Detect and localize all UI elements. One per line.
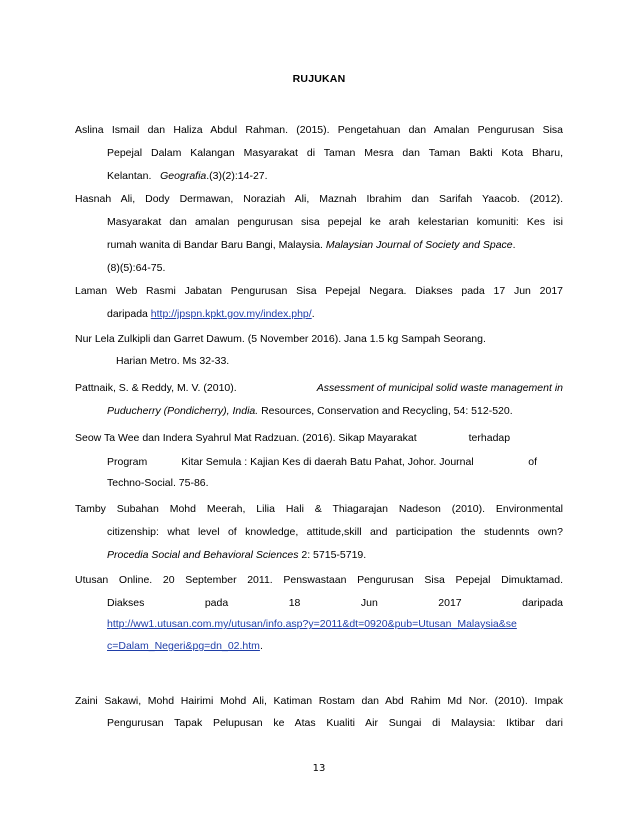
ref-tamby-line-1: Tamby Subahan Mohd Meerah, Lilia Hali & Thiagarajan Nadeson (2010). Environmental xyxy=(75,503,563,515)
ref-utusan-line-4: c=Dalam_Negeri&pg=dn_02.htm. xyxy=(75,640,263,653)
ref-nur-lela-line-1: Nur Lela Zulkipli dan Garret Dawum. (5 November 2016). Jana 1.5 kg Sampah Seorang. xyxy=(75,333,486,345)
ref-seow-line-2: Program Kitar Semula : Kajian Kes di daerah Batu Pahat, Johor. Journal of xyxy=(107,456,537,468)
article-title: Assessment of municipal solid waste management in xyxy=(316,382,563,394)
ref-aslina-line-3: Kelantan. Geografia.(3)(2):14-27. xyxy=(107,170,268,182)
article-title-cont: Puducherry (Pondicherry), India. xyxy=(107,405,259,417)
journal-title: Malaysian Journal of Society and Space xyxy=(325,239,513,251)
ref-nur-lela-line-2: Harian Metro. Ms 32-33. xyxy=(116,355,230,367)
ref-tamby-line-2: citizenship: what level of knowledge, attitude,skill and participation the studennts own? xyxy=(107,526,563,538)
ref-pattnaik-line-1: Pattnaik, S. & Reddy, M. V. (2010). Assessment of municipal solid waste management in xyxy=(75,382,563,394)
ref-utusan-line-3 xyxy=(107,618,517,631)
ref-seow-line-1: Seow Ta Wee dan Indera Syahrul Mat Radzuan. (2016). Sikap Mayarakat terhadap xyxy=(75,432,511,444)
journal-title: Procedia Social and Behavioral Sciences xyxy=(107,549,299,561)
ref-hasnah-line-4: (8)(5):64-75. xyxy=(107,262,166,274)
ref-hasnah-line-3: rumah wanita di Bandar Baru Bangi, Malaysia. Malaysian Journal of Society and Space. xyxy=(107,239,516,251)
utusan-link-cont[interactable]: c=Dalam_Negeri&pg=dn_02.htm xyxy=(107,640,260,652)
page-number: 13 xyxy=(312,763,326,774)
ref-jpspn-line-1: Laman Web Rasmi Jabatan Pengurusan Sisa Pepejal Negara. Diakses pada 17 Jun 2017 xyxy=(75,285,563,297)
jpspn-link[interactable]: http://jpspn.kpkt.gov.my/index.php/ xyxy=(150,308,312,320)
ref-jpspn-line-2: daripada http://jpspn.kpkt.gov.my/index.php/. xyxy=(107,308,315,320)
ref-zaini-line-2: Pengurusan Tapak Pelupusan ke Atas Kualiti Air Sungai di Malaysia: Iktibar dari xyxy=(107,717,563,729)
ref-utusan-line-2: Diakses pada 18 Jun 2017 daripada xyxy=(107,597,563,609)
utusan-link[interactable]: http://ww1.utusan.com.my/utusan/info.asp?y=2011&dt=0920&pub=Utusan_Malaysia&se xyxy=(107,618,517,630)
ref-seow-line-3: Techno-Social. 75-86. xyxy=(107,477,209,489)
journal-title: Geografia xyxy=(160,170,207,182)
ref-pattnaik-line-2: Puducherry (Pondicherry), India. Resources, Conservation and Recycling, 54: 512-520. xyxy=(107,405,513,417)
ref-utusan-line-1: Utusan Online. 20 September 2011. Penswastaan Pengurusan Sisa Pepejal Dimuktamad. xyxy=(75,574,563,586)
page-title: RUJUKAN xyxy=(292,73,346,85)
ref-tamby-line-3: Procedia Social and Behavioral Sciences 2: 5715-5719. xyxy=(107,549,367,561)
ref-zaini-line-1: Zaini Sakawi, Mohd Hairimi Mohd Ali, Katiman Rostam dan Abd Rahim Md Nor. (2010). Impak xyxy=(75,695,563,707)
ref-aslina-line-2: Pepejal Dalam Kalangan Masyarakat di Taman Mesra dan Taman Bakti Kota Bharu, xyxy=(107,147,563,159)
ref-hasnah-line-1: Hasnah Ali, Dody Dermawan, Noraziah Ali, Maznah Ibrahim dan Sarifah Yaacob. (2012). xyxy=(75,193,563,205)
ref-aslina-line-1: Aslina Ismail dan Haliza Abdul Rahman. (2015). Pengetahuan dan Amalan Pengurusan Sisa xyxy=(75,124,563,136)
ref-hasnah-line-2: Masyarakat dan amalan pengurusan sisa pepejal ke arah kelestarian komuniti: Kes isi xyxy=(107,216,563,228)
